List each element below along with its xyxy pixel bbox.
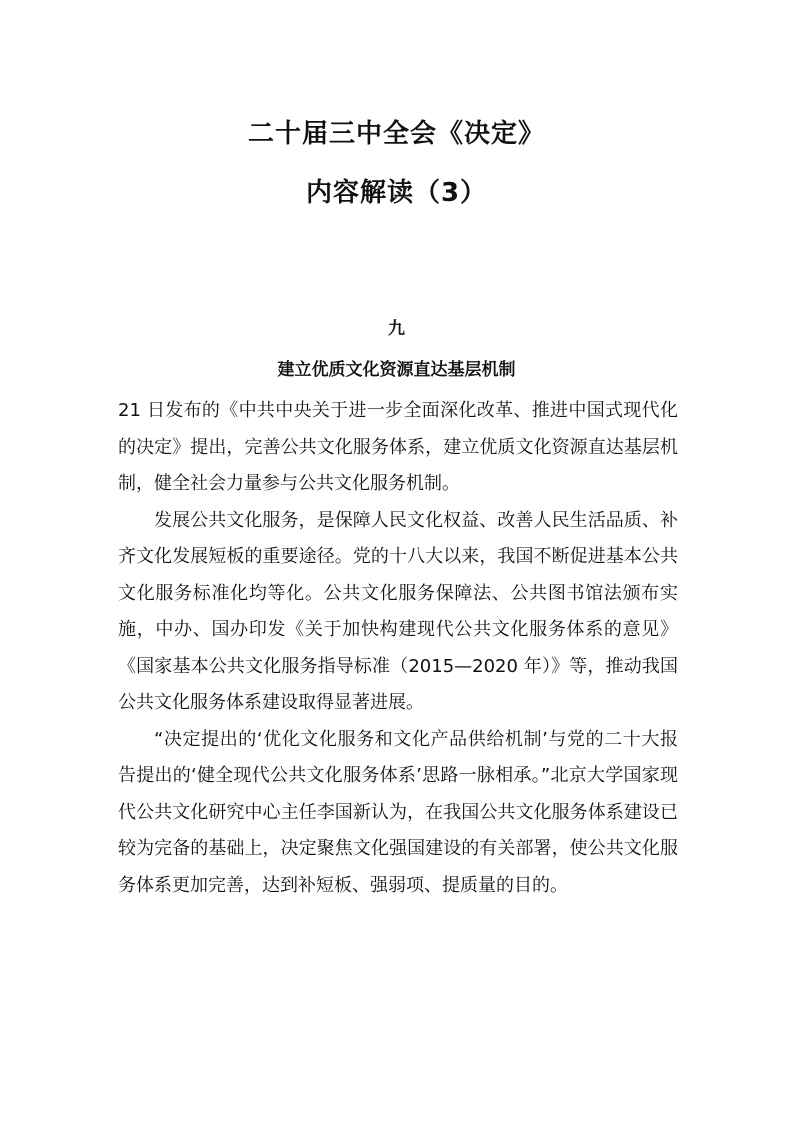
paragraph-3: “决定提出的‘优化文化服务和文化产品供给机制’与党的二十大报告提出的‘健全现代公共文化服务体系’思路一脉相承。”北京大学国家现代公共文化研究中心主任李国新认为，在我国公共文化服务体系建设已较为完备的基础上，决定聚焦文化强国建设的有关部署，使公共文化服务体系更加完善，达到补短板、强弱项、提质量的目的。 [118,728,678,896]
paragraph-1: 21 日发布的《中共中央关于进一步全面深化改革、推进中国式现代化的决定》提出，完善公共文化服务体系，建立优质文化资源直达基层机制，健全社会力量参与公共文化服务机制。 [118,400,678,494]
document-body [118,393,678,904]
paragraph-2: 发展公共文化服务，是保障人民文化权益、改善人民生活品质、补齐文化发展短板的重要途径。党的十八大以来，我国不断促进基本公共文化服务标准化均等化。公共文化服务保障法、公共图书馆法颁布实施，中办、国办印发《关于加快构建现代公共文化服务体系的意见》《国家基本公共文化服务指导标准（2015—2020 年）》等，推动我国公共文化服务体系建设取得显著进展。 [118,509,678,713]
document-title-line1: 二十届三中全会《决定》 [247,119,545,149]
section-number: 九 [388,319,405,339]
section-title: 建立优质文化资源直达基层机制 [277,360,516,380]
document-title-line2: 内容解读（3） [305,178,488,208]
